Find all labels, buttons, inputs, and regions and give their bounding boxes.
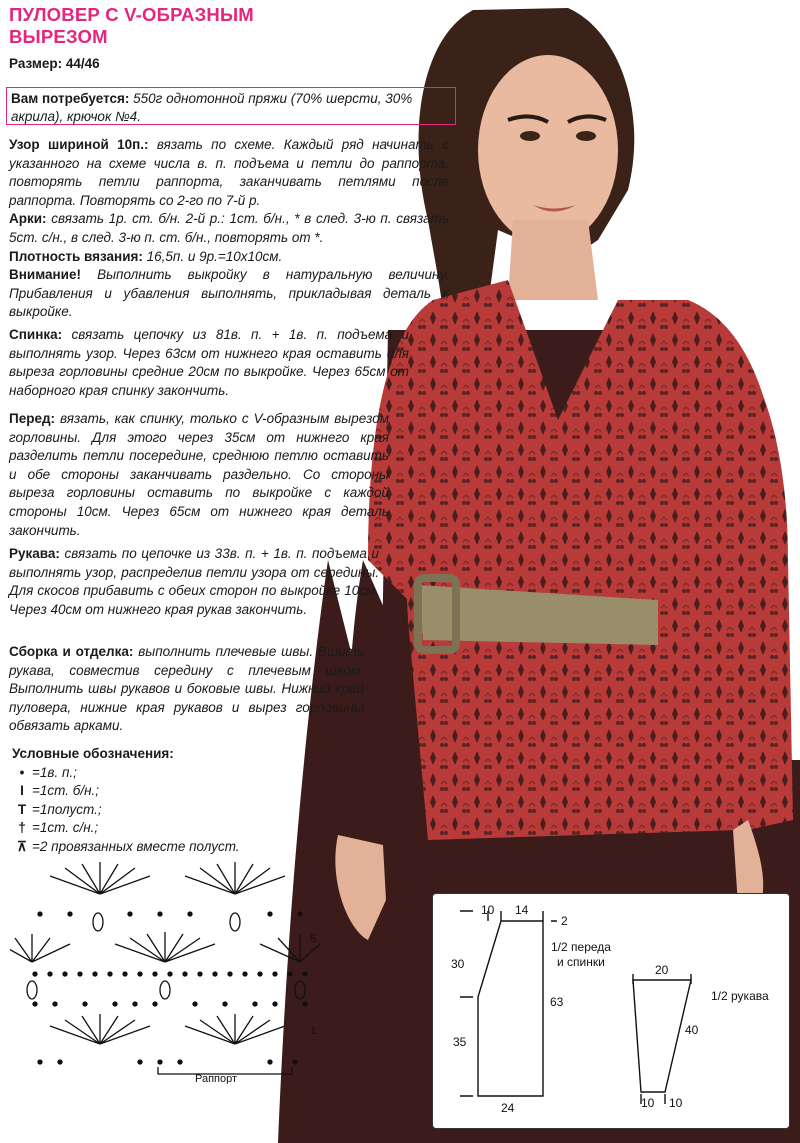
arches-text: связать 1р. ст. б/н. 2-й р.: 1ст. б/н., * в след. 3-ю п. связать 5ст. с/н., в след. 3-ю п. ст. б/н., повторять от *.: [9, 211, 449, 245]
row-label-5: 5: [310, 933, 317, 945]
double-crochet-icon: †: [18, 820, 26, 835]
dim-sleeve-bottom-left: 10: [641, 1096, 655, 1110]
dim-height: 63: [550, 995, 564, 1009]
chain-stitch-icon: •: [19, 764, 25, 780]
density-text: 16,5п. и 9р.=10х10см.: [142, 248, 283, 264]
sleeves-text: связать по цепочке из 33в. п. + 1в. п. подъема и выполнять узор, распределив петли узора от середины. Для скосов прибавить с обеих сторон по выкройке 10см. Через 40см от нижнего края рукав закончить.: [9, 546, 379, 617]
front-label: Перед:: [9, 411, 56, 426]
single-crochet-icon: I: [20, 783, 24, 798]
size-label: Размер: 44/46: [9, 56, 100, 71]
dim-neck-depth: 30: [451, 957, 465, 971]
back-section: [9, 326, 409, 400]
assembly-section: [9, 643, 364, 736]
sleeves-section: [9, 545, 379, 619]
attention-text: Выполнить выкройку в натуральную величину. Прибавления и убавления выполнять, прикладывая деталь к выкройке.: [9, 267, 449, 320]
assembly-text: выполнить плечевые швы. Вшить рукава, совместив середину с плечевым швом. Выполнить швы рукавов и боковые швы. Нижний край пуловера, нижние края рукавов и вырез горловины обвязать арками.: [9, 644, 364, 734]
dim-top-right: 14: [515, 903, 529, 917]
row-label-1: 1: [310, 1025, 317, 1037]
rapport-label: Раппорт: [195, 1073, 238, 1084]
materials-label: Вам потребуется:: [11, 91, 130, 106]
sleeve-label: 1/2 рукава: [711, 989, 769, 1003]
sleeves-label: Рукава:: [9, 546, 60, 561]
legend-item-text: =1ст. б/н.;: [32, 783, 100, 798]
front-text: вязать, как спинку, только с V-образным вырезом горловины. Для этого через 35см от нижнего края разделить петли посередине, среднюю петлю оставить и обе стороны заканчивать раздельно. Со стороны выреза горловины оставить по выкройке с каждой стороны 10см. Через 65см от нижнего края деталь закончить.: [9, 411, 389, 538]
dim-bottom: 24: [501, 1101, 515, 1115]
fan-top-1: [50, 862, 150, 894]
legend-item: [12, 838, 240, 857]
attention-label: Внимание!: [9, 267, 81, 283]
pattern-section: [9, 136, 449, 322]
front-back-label-1: 1/2 переда: [551, 940, 611, 954]
dim-top-left: 10: [481, 903, 495, 917]
dim-sleeve-top: 20: [655, 963, 669, 977]
legend-item-text: =1в. п.;: [32, 764, 77, 780]
legend-item: [12, 782, 240, 801]
dim-sleeve-bottom-right: 10: [669, 1096, 683, 1110]
dim-shoulder-drop: 2: [561, 914, 568, 928]
legend-item-text: =1ст. с/н.;: [32, 820, 99, 835]
materials-text: 550г однотонной пряжи (70% шерсти, 30% акрила), крючок №4.: [11, 91, 413, 124]
arches-label: Арки:: [9, 211, 47, 227]
pattern-label: Узор шириной 10п.:: [9, 137, 149, 152]
fan-top-2: [185, 862, 285, 894]
assembly-label: Сборка и отделка:: [9, 644, 134, 659]
front-section: [9, 410, 389, 540]
half-double-icon: T: [17, 801, 27, 817]
legend-item: [12, 819, 240, 838]
back-label: Спинка:: [9, 327, 63, 342]
decrease-icon: ⊼: [17, 838, 27, 854]
pattern-text: вязать по схеме. Каждый ряд начинать с указанного на схеме числа в. п. подъема и петли до раппорта, повторять петли раппорта, заканчивать петлями после раппорта. Повторять со 2-го по 7-й р.: [9, 137, 449, 208]
front-back-label-2: и спинки: [557, 955, 605, 969]
legend-heading: Условные обозначения:: [12, 746, 174, 761]
legend-item-text: =1полуст.;: [32, 801, 102, 817]
dim-lower: 35: [453, 1035, 467, 1049]
crochet-chart: [10, 862, 330, 1084]
pattern-schema: [432, 893, 790, 1129]
back-text: связать цепочку из 81в. п. + 1в. п. подъема и выполнять узор. Через 63см от нижнего края оставить для выреза горловины средние 20см по выкройке. Через 65см от наборного края спинку закончить.: [9, 327, 409, 398]
materials-box: [6, 87, 456, 125]
dim-sleeve-height: 40: [685, 1023, 699, 1037]
legend-item: [12, 801, 240, 820]
page-title: ПУЛОВЕР С V-ОБРАЗНЫМ ВЫРЕЗОМ: [9, 4, 254, 47]
legend-item-text: =2 провязанных вместе полуст.: [32, 838, 240, 854]
legend: [12, 745, 240, 856]
density-label: Плотность вязания:: [9, 248, 143, 264]
legend-item: [12, 764, 240, 783]
